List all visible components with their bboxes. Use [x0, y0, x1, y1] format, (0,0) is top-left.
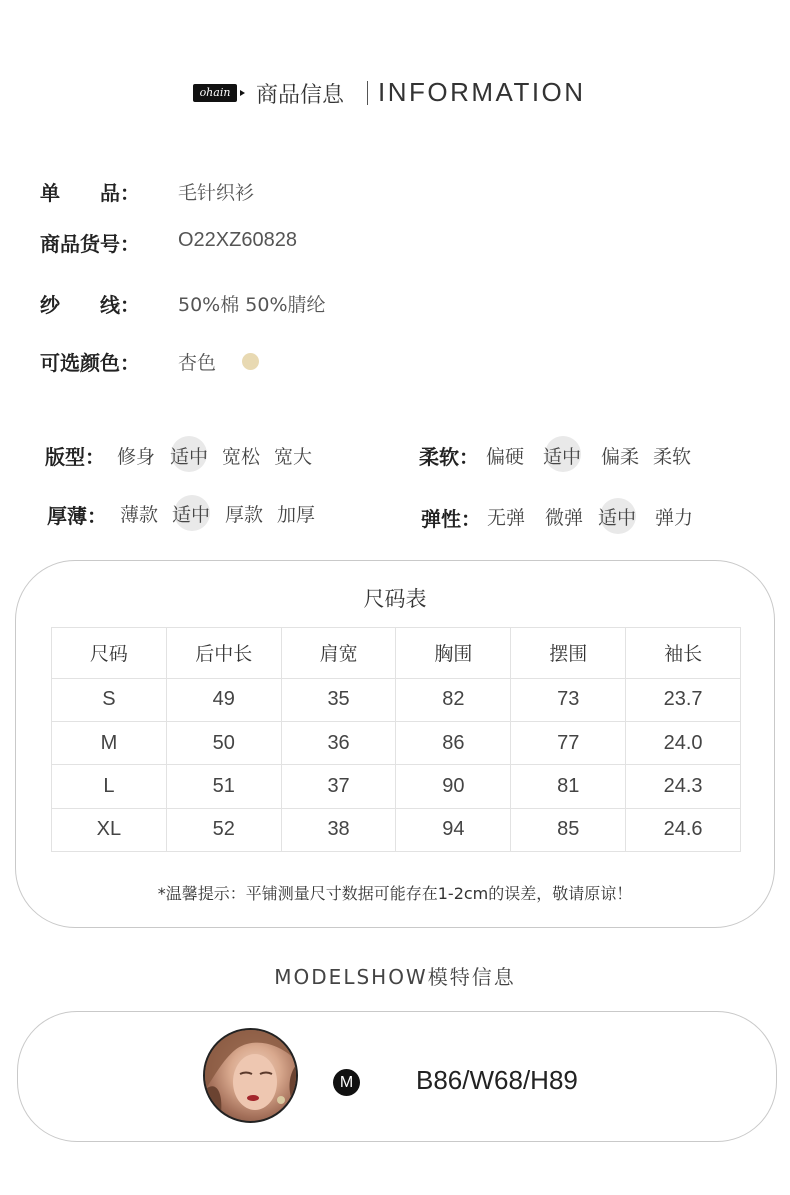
elasticity-option: 无弹 — [487, 507, 526, 529]
softness-option: 偏柔 — [601, 446, 640, 468]
table-header-cell: 肩宽 — [281, 628, 396, 679]
table-cell: 52 — [166, 808, 281, 851]
table-cell: 77 — [511, 721, 626, 764]
table-header-cell: 后中长 — [166, 628, 281, 679]
table-header-cell: 袖长 — [626, 628, 741, 679]
measurement-note: *温馨提示：平铺测量尺寸数据可能存在1-2cm的误差，敬请原谅！ — [157, 884, 633, 903]
table-cell: 37 — [281, 765, 396, 808]
table-cell: S — [52, 678, 167, 721]
table-cell: 82 — [396, 678, 511, 721]
table-cell: 24.0 — [626, 721, 741, 764]
color-label: 可选颜色： — [40, 351, 140, 375]
yarn-label: 纱 线： — [40, 293, 140, 317]
table-cell: 24.3 — [626, 765, 741, 808]
table-cell: 24.6 — [626, 808, 741, 851]
table-cell: 35 — [281, 678, 396, 721]
elasticity-option: 微弹 — [545, 507, 584, 529]
sku-value: O22XZ60828 — [178, 229, 297, 251]
table-header-cell: 胸围 — [396, 628, 511, 679]
softness-option: 柔软 — [653, 446, 692, 468]
color-value: 杏色 — [178, 352, 217, 374]
size-chart-title: 尺码表 — [363, 587, 427, 611]
table-row — [52, 721, 741, 764]
thickness-option: 厚款 — [225, 504, 264, 526]
model-section-title: MODELSHOW模特信息 — [274, 965, 516, 989]
header-title-cn: 商品信息 — [256, 83, 345, 108]
table-cell: 36 — [281, 721, 396, 764]
thickness-option: 加厚 — [277, 504, 316, 526]
table-cell: 94 — [396, 808, 511, 851]
softness-label: 柔软： — [419, 445, 479, 469]
table-cell: 49 — [166, 678, 281, 721]
table-cell: 86 — [396, 721, 511, 764]
table-row — [52, 678, 741, 721]
table-cell: 51 — [166, 765, 281, 808]
elasticity-label: 弹性： — [421, 507, 481, 531]
play-triangle-icon — [240, 90, 245, 96]
item-value: 毛针织衫 — [178, 182, 255, 204]
thickness-option: 薄款 — [120, 504, 159, 526]
table-cell: 90 — [396, 765, 511, 808]
thickness-label: 厚薄： — [47, 504, 107, 528]
fit-option: 宽大 — [274, 446, 313, 468]
sku-label: 商品货号： — [40, 232, 140, 256]
table-header-cell: 尺码 — [52, 628, 167, 679]
yarn-value: 50%棉 50%腈纶 — [178, 294, 326, 316]
fit-option: 修身 — [117, 446, 156, 468]
section-header — [0, 76, 790, 110]
fit-option: 适中 — [170, 446, 209, 468]
header-divider — [367, 81, 368, 105]
elasticity-option: 弹力 — [655, 507, 694, 529]
fit-option: 宽松 — [222, 446, 261, 468]
table-cell: 23.7 — [626, 678, 741, 721]
table-cell: 81 — [511, 765, 626, 808]
size-table — [51, 627, 741, 852]
table-cell: M — [52, 721, 167, 764]
model-measurements: B86/W68/H89 — [416, 1065, 578, 1095]
thickness-option: 适中 — [172, 504, 211, 526]
table-cell: L — [52, 765, 167, 808]
item-label: 单 品： — [40, 181, 140, 205]
table-cell: 85 — [511, 808, 626, 851]
header-title-en: INFORMATION — [378, 77, 586, 107]
model-size-badge: M — [333, 1069, 360, 1096]
color-swatch — [242, 353, 259, 370]
table-cell: 38 — [281, 808, 396, 851]
model-card — [17, 1011, 777, 1142]
table-cell: 73 — [511, 678, 626, 721]
table-header-row — [52, 628, 741, 679]
model-portrait-icon — [205, 1030, 296, 1121]
table-cell: 50 — [166, 721, 281, 764]
table-header-cell: 摆围 — [511, 628, 626, 679]
softness-option: 适中 — [543, 446, 582, 468]
elasticity-option: 适中 — [598, 507, 637, 529]
table-row — [52, 808, 741, 851]
fit-label: 版型： — [45, 445, 105, 469]
model-avatar — [203, 1028, 298, 1123]
brand-logo: ohain — [193, 84, 237, 102]
table-cell: XL — [52, 808, 167, 851]
table-row — [52, 765, 741, 808]
softness-option: 偏硬 — [486, 446, 525, 468]
